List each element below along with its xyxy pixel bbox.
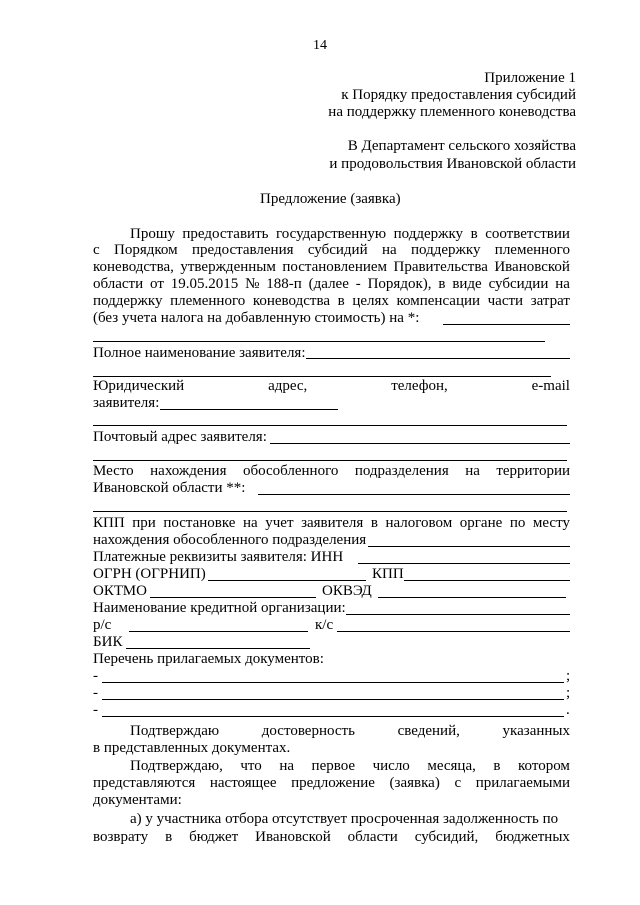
oktmo-label: ОКТМО [93,583,147,599]
postal-address-line[interactable] [270,443,570,444]
document-title: Предложение (заявка) [260,191,401,207]
kpp-location-label [93,515,570,532]
word: предложение [291,775,375,791]
word: в [438,276,446,292]
intro-line-2 [93,242,570,259]
word: субсидий [307,242,368,258]
word: прилагаемыми [475,775,570,791]
word: поддержку [93,293,163,309]
kpp-label: КПП [372,566,404,582]
full-name-line[interactable] [306,358,570,359]
document-line-3[interactable] [102,716,564,717]
word: коневодства [252,293,330,309]
ogrn-label: ОГРН (ОГРНИП) [93,566,206,582]
word: с [93,242,100,258]
word: с [454,775,462,791]
kpp-line[interactable] [404,580,570,581]
word: Подтверждаю [130,723,220,739]
word: (далее [308,276,349,292]
word: нахождения [150,463,227,479]
confirm-accuracy-line-1 [130,723,570,740]
word: № [245,276,260,292]
confirm-date-line-1 [130,758,570,775]
word: на [243,515,258,531]
okved-label: ОКВЭД [322,583,372,599]
location-label-2: Ивановской области **: [93,480,246,496]
word: Ивановской [494,259,570,275]
kpp-location-label-2: нахождения обособленного подразделения [93,532,367,548]
document-dash-1: - [93,668,98,684]
addressee-line-1: В Департамент сельского хозяйства [347,138,576,154]
word: число [372,758,410,774]
annex-line-1: Приложение 1 [484,70,576,86]
inn-line[interactable] [358,563,570,564]
word: постановлением [282,259,388,275]
legal-address-label-2: заявителя: [93,395,160,411]
word: на [381,242,397,258]
legal-address-line[interactable] [160,409,338,410]
word: племенного [494,242,570,258]
word: утвержденным [180,259,276,275]
word: в [470,226,478,242]
word: Место [93,463,134,479]
word: котором [518,758,570,774]
item-a-line-2 [93,829,570,846]
word: КПП [93,515,125,531]
word: адрес, [268,378,308,394]
document-dash-2: - [93,685,98,701]
document-semicolon-1: ; [566,668,571,684]
word: сведений, [397,723,460,739]
documents-label: Перечень прилагаемых документов: [93,651,324,667]
word: в [165,829,173,845]
bik-line[interactable] [126,648,310,649]
word: достоверность [261,723,355,739]
word: предоставить [182,226,269,242]
word: что [240,758,262,774]
ks-label: к/с [315,617,334,633]
document-period-3: . [566,702,570,718]
kpp-location-line[interactable] [368,546,570,547]
document-semicolon-2: ; [566,685,571,701]
intro-line-5 [93,293,570,310]
word: по [509,515,526,531]
word: Порядком [114,242,178,258]
document-line-1[interactable] [102,682,564,683]
rs-line[interactable] [129,631,308,632]
word: e-mail [531,378,570,394]
word: Подтверждаю, [130,758,223,774]
word: на [555,276,570,292]
rs-label: р/с [93,617,112,633]
word: Порядок), [367,276,432,292]
word: в [370,515,378,531]
word: поддержку [410,242,481,258]
word: государственную [275,226,387,242]
word: 19.05.2015 [170,276,239,292]
word: месту [532,515,570,531]
word: указанных [502,723,570,739]
word: бюджет [189,829,239,845]
word: постановке [163,515,236,531]
word: территории [496,463,570,479]
word: на [465,463,480,479]
word: возврату [93,829,149,845]
word: 188-п [266,276,302,292]
subsidy-amount-line-2[interactable] [93,341,545,342]
bank-line[interactable] [346,614,570,615]
word: области [347,829,398,845]
word: поддержку [393,226,464,242]
word: компенсации [396,293,481,309]
confirm-date-line-2 [93,775,570,792]
word: месяца, [427,758,476,774]
confirm-date-line-3: документами: [93,792,182,808]
word: в [493,758,501,774]
word: при [132,515,156,531]
word: первое [311,758,356,774]
intro-line-1 [130,226,570,243]
postal-address-line-2[interactable] [93,460,567,461]
annex-line-3: на поддержку племенного коневодства [328,104,576,120]
word: виде [452,276,482,292]
oktmo-line[interactable] [150,597,316,598]
postal-address-label: Почтовый адрес заявителя: [93,429,267,445]
full-name-line-2[interactable] [93,376,551,377]
okved-line[interactable] [378,597,566,598]
word: части [487,293,524,309]
item-a-line-1: а) у участника отбора отсутствует просроченная задолженность по [130,811,559,827]
location-label [93,463,570,480]
word: настоящее [209,775,277,791]
intro-line-6: (без учета налога на добавленную стоимость) на *: [93,310,420,326]
ogrn-line[interactable] [208,580,366,581]
word: - [355,276,361,292]
payment-details-label: Платежные реквизиты заявителя: ИНН [93,549,344,565]
subsidy-amount-line[interactable] [443,324,570,325]
word: обособленного [242,463,339,479]
intro-line-4 [93,276,570,293]
ks-line[interactable] [337,631,570,632]
confirm-accuracy-line-2: в представленных документах. [93,740,291,756]
word: телефон, [391,378,448,394]
word: подразделения [354,463,449,479]
word: коневодства, [93,259,174,275]
word: области [93,276,144,292]
full-name-label: Полное наименование заявителя: [93,345,306,361]
word: предоставления [191,242,294,258]
word: налоговом [385,515,453,531]
bik-label: БИК [93,634,123,650]
word: целях [352,293,389,309]
word: затрат [530,293,570,309]
word: (заявка) [389,775,440,791]
legal-address-line-2[interactable] [93,425,567,426]
word: в [337,293,345,309]
location-line[interactable] [258,494,570,495]
word: от [150,276,164,292]
word: органе [459,515,503,531]
word: Ивановской [255,829,331,845]
annex-line-2: к Порядку предоставления субсидий [341,87,576,103]
page-number: 14 [313,38,327,53]
word: Правительства [393,259,488,275]
legal-address-label [93,378,570,395]
addressee-line-2: и продовольствия Ивановской области [329,156,576,172]
word: заявителя [301,515,364,531]
word: бюджетных [495,829,570,845]
word: представляются [93,775,196,791]
word: племенного [170,293,246,309]
location-line-2[interactable] [93,511,567,512]
intro-line-3 [93,259,570,276]
word: субсидии [488,276,549,292]
word: Прошу [130,226,175,242]
word: Юридический [93,378,185,394]
document-dash-3: - [93,702,98,718]
word: соответствии [485,226,570,242]
word: учет [265,515,294,531]
bank-label: Наименование кредитной организации: [93,600,346,616]
word: субсидий, [414,829,479,845]
document-line-2[interactable] [102,699,564,700]
word: на [279,758,295,774]
